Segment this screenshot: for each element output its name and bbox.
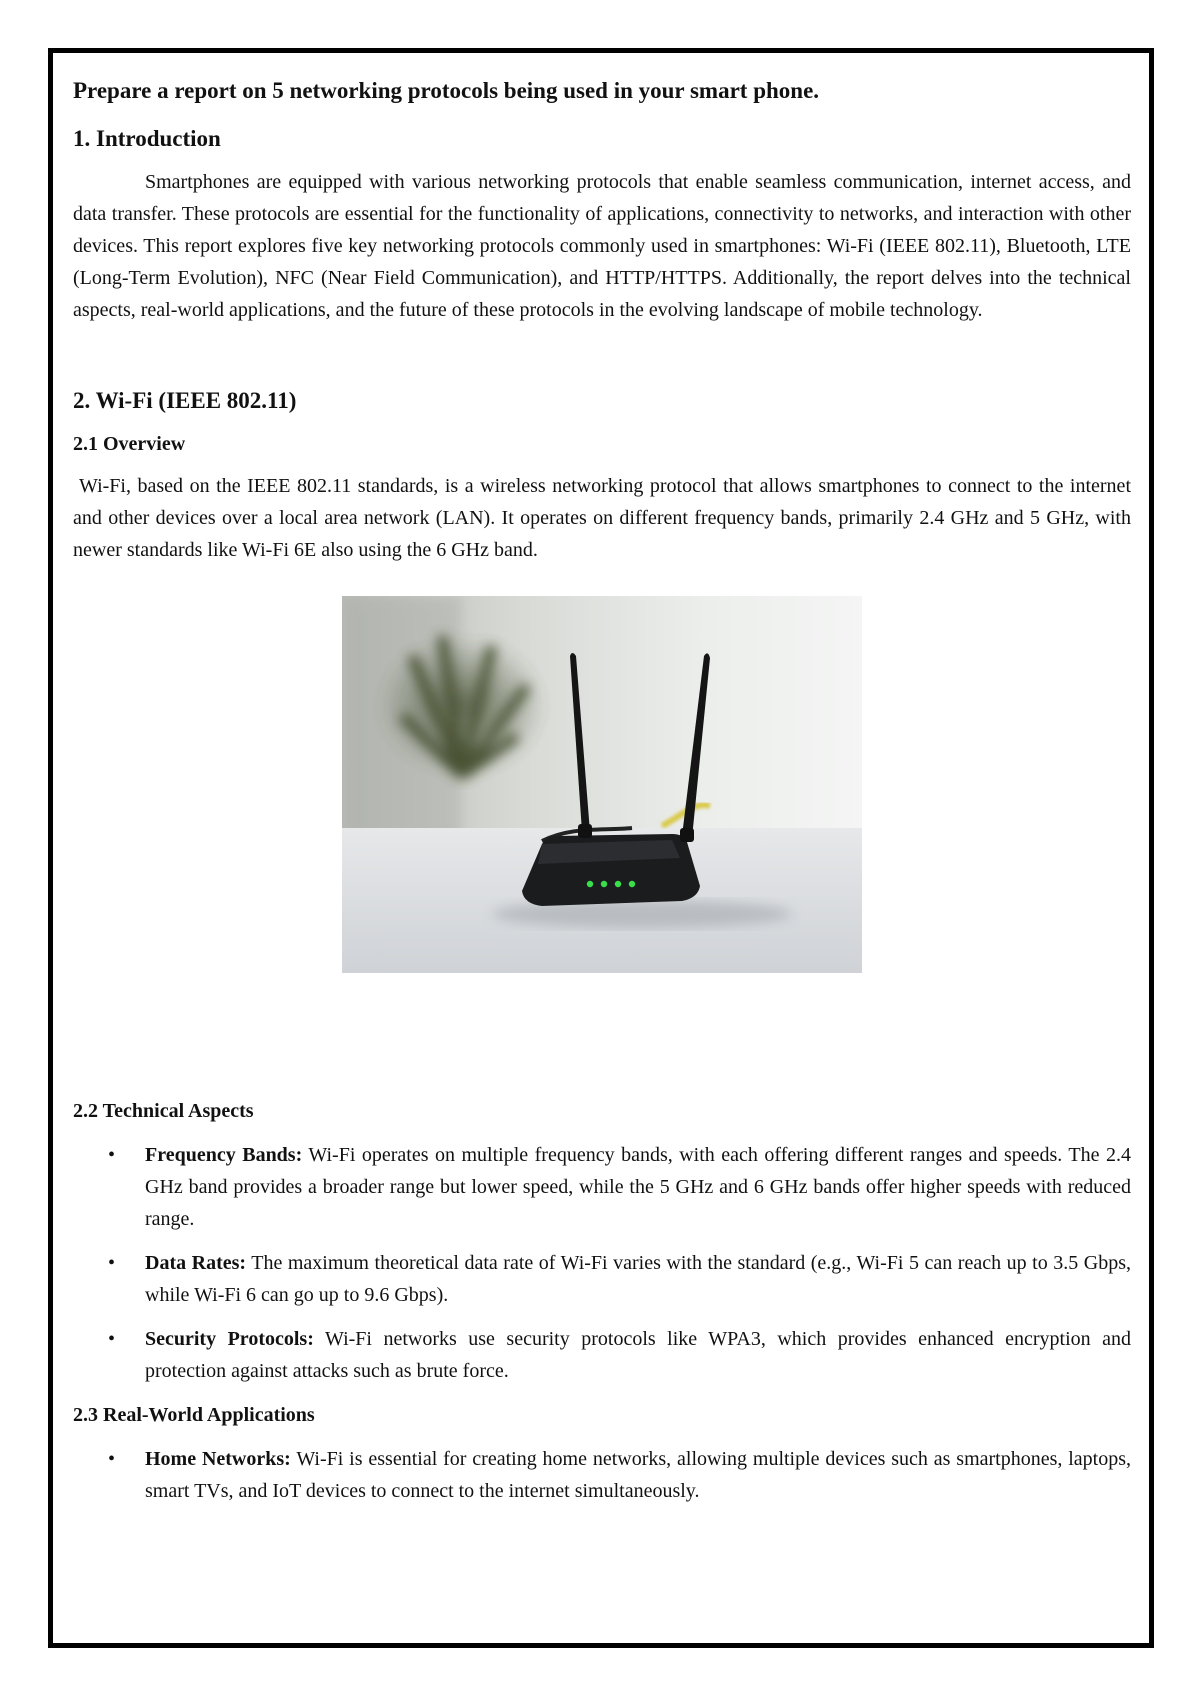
item-text: Wi-Fi networks use security protocols like WPA3, which provides enhanced encryption and protection against attacks such as brute force. (145, 1328, 1131, 1382)
heading-real-world-applications: 2.3 Real-World Applications (73, 1404, 315, 1426)
report-title: Prepare a report on 5 networking protocols being used in your smart phone. (73, 78, 820, 103)
applications-list (73, 1443, 1131, 1507)
item-term: Security Protocols: (145, 1328, 314, 1350)
introduction-paragraph: Smartphones are equipped with various networking protocols that enable seamless communication, internet access, and data transfer. These protocols are essential for the functionality of applications, connectivity to networks, and interaction with other devices. This report explores five key networking protocols commonly used in smartphones: Wi-Fi (IEEE 802.11), Bluetooth, LTE (Long-Term Evolution), NFC (Near Field Communication), and HTTP/HTTPS. Additionally, the report delves into the technical aspects, real-world applications, and the future of these protocols in the evolving landscape of mobile technology. (73, 171, 1131, 321)
item-term: Data Rates: (145, 1252, 247, 1274)
list-item (73, 1247, 1131, 1311)
bullet-icon: • (108, 1252, 116, 1274)
wifi-overview-paragraph: Wi-Fi, based on the IEEE 802.11 standards, is a wireless networking protocol that allows smartphones to connect to the internet and other devices over a local area network (LAN). It operates on different frequency bands, primarily 2.4 GHz and 5 GHz, with newer standards like Wi-Fi 6E also using the 6 GHz band. (73, 475, 1131, 561)
item-text: Wi-Fi operates on multiple frequency bands, with each offering different ranges and speeds. The 2.4 GHz band provides a broader range but lower speed, while the 5 GHz and 6 GHz bands offer higher speeds with reduced range. (145, 1144, 1132, 1230)
heading-introduction: 1. Introduction (73, 126, 221, 151)
document-body (73, 68, 1131, 1507)
item-text: The maximum theoretical data rate of Wi-Fi varies with the standard (e.g., Wi-Fi 5 can reach up to 3.5 Gbps, while Wi-Fi 6 can go up to 9.6 Gbps). (145, 1252, 1132, 1306)
item-term: Frequency Bands: (145, 1144, 303, 1166)
heading-technical-aspects: 2.2 Technical Aspects (73, 1100, 254, 1122)
technical-aspects-list (73, 1139, 1131, 1387)
heading-wifi-overview: 2.1 Overview (73, 433, 186, 455)
bullet-icon: • (108, 1144, 116, 1166)
bullet-icon: • (108, 1328, 116, 1350)
router-photo (342, 596, 862, 973)
list-item (73, 1443, 1131, 1507)
item-term: Home Networks: (145, 1448, 291, 1470)
heading-wifi: 2. Wi-Fi (IEEE 802.11) (73, 388, 297, 413)
wifi-router-image (342, 596, 862, 973)
item-text: Wi-Fi is essential for creating home networks, allowing multiple devices such as smartphones, laptops, smart TVs, and IoT devices to connect to the internet simultaneously. (145, 1448, 1132, 1502)
list-item (73, 1323, 1131, 1387)
list-item (73, 1139, 1131, 1235)
bullet-icon: • (108, 1448, 116, 1470)
